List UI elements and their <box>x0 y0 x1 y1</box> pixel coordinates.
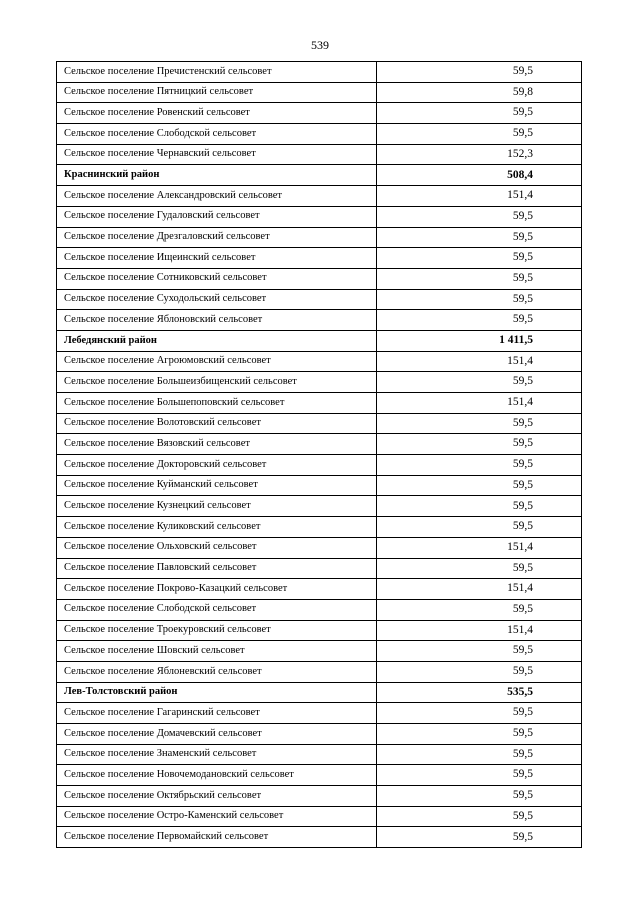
table-row <box>57 248 582 269</box>
table-body <box>57 62 582 848</box>
table-row <box>57 827 582 848</box>
settlement-name: Сельское поселение Докторовский сельсовет <box>57 455 377 476</box>
district-total: 535,5 <box>377 682 582 703</box>
table-row <box>57 517 582 538</box>
amount-value: 151,4 <box>377 351 582 372</box>
table-row <box>57 455 582 476</box>
amount-value: 59,5 <box>377 124 582 145</box>
settlement-name: Сельское поселение Вязовский сельсовет <box>57 434 377 455</box>
settlement-name: Сельское поселение Домачевский сельсовет <box>57 724 377 745</box>
settlement-name: Сельское поселение Ольховский сельсовет <box>57 537 377 558</box>
table-row <box>57 475 582 496</box>
settlement-name: Сельское поселение Остро-Каменский сельсовет <box>57 806 377 827</box>
settlement-name: Сельское поселение Гагаринский сельсовет <box>57 703 377 724</box>
table-row <box>57 103 582 124</box>
amount-value: 59,5 <box>377 827 582 848</box>
table-row <box>57 724 582 745</box>
settlement-name: Сельское поселение Шовский сельсовет <box>57 641 377 662</box>
amount-value: 59,5 <box>377 806 582 827</box>
table-row <box>57 641 582 662</box>
district-total: 508,4 <box>377 165 582 186</box>
settlement-name: Сельское поселение Дрезгаловский сельсовет <box>57 227 377 248</box>
table-row <box>57 558 582 579</box>
table-row <box>57 661 582 682</box>
table-row <box>57 310 582 331</box>
amount-value: 151,4 <box>377 620 582 641</box>
amount-value: 151,4 <box>377 579 582 600</box>
table-row <box>57 144 582 165</box>
table-row <box>57 62 582 83</box>
settlement-name: Сельское поселение Знаменский сельсовет <box>57 744 377 765</box>
table-row <box>57 227 582 248</box>
settlement-name: Сельское поселение Новочемодановский сельсовет <box>57 765 377 786</box>
settlement-name: Сельское поселение Суходольский сельсовет <box>57 289 377 310</box>
settlement-name: Сельское поселение Покрово-Казацкий сельсовет <box>57 579 377 600</box>
table-row <box>57 289 582 310</box>
settlement-name: Сельское поселение Октябрьский сельсовет <box>57 786 377 807</box>
settlement-name: Сельское поселение Первомайский сельсовет <box>57 827 377 848</box>
amount-value: 59,5 <box>377 475 582 496</box>
settlement-name: Сельское поселение Пречистенский сельсовет <box>57 62 377 83</box>
settlement-name: Сельское поселение Ищеинский сельсовет <box>57 248 377 269</box>
district-row <box>57 330 582 351</box>
table-row <box>57 496 582 517</box>
amount-value: 59,5 <box>377 268 582 289</box>
table-row <box>57 186 582 207</box>
table-row <box>57 82 582 103</box>
settlement-name: Сельское поселение Куликовский сельсовет <box>57 517 377 538</box>
table-row <box>57 744 582 765</box>
settlement-name: Сельское поселение Волотовский сельсовет <box>57 413 377 434</box>
table-row <box>57 434 582 455</box>
amount-value: 59,5 <box>377 289 582 310</box>
district-row <box>57 682 582 703</box>
amount-value: 59,5 <box>377 558 582 579</box>
settlement-name: Сельское поселение Ровенский сельсовет <box>57 103 377 124</box>
district-row <box>57 165 582 186</box>
amount-value: 151,4 <box>377 393 582 414</box>
amount-value: 59,5 <box>377 724 582 745</box>
district-name: Краснинский район <box>57 165 377 186</box>
amount-value: 59,5 <box>377 517 582 538</box>
amount-value: 151,4 <box>377 537 582 558</box>
amount-value: 59,5 <box>377 62 582 83</box>
amount-value: 59,5 <box>377 641 582 662</box>
amount-value: 59,5 <box>377 206 582 227</box>
table-row <box>57 372 582 393</box>
district-name: Лев-Толстовский район <box>57 682 377 703</box>
settlement-name: Сельское поселение Александровский сельсовет <box>57 186 377 207</box>
amount-value: 59,5 <box>377 765 582 786</box>
settlement-name: Сельское поселение Большеизбищенский сельсовет <box>57 372 377 393</box>
settlement-name: Сельское поселение Яблоновский сельсовет <box>57 310 377 331</box>
settlement-name: Сельское поселение Слободской сельсовет <box>57 124 377 145</box>
budget-table <box>56 61 582 848</box>
table-row <box>57 124 582 145</box>
settlement-name: Сельское поселение Павловский сельсовет <box>57 558 377 579</box>
amount-value: 59,5 <box>377 103 582 124</box>
amount-value: 59,5 <box>377 248 582 269</box>
amount-value: 59,5 <box>377 434 582 455</box>
amount-value: 59,5 <box>377 703 582 724</box>
settlement-name: Сельское поселение Сотниковский сельсовет <box>57 268 377 289</box>
table-row <box>57 786 582 807</box>
settlement-name: Сельское поселение Кузнецкий сельсовет <box>57 496 377 517</box>
amount-value: 59,5 <box>377 413 582 434</box>
amount-value: 59,5 <box>377 496 582 517</box>
table-row <box>57 537 582 558</box>
settlement-name: Сельское поселение Куйманский сельсовет <box>57 475 377 496</box>
amount-value: 59,5 <box>377 227 582 248</box>
settlement-name: Сельское поселение Яблоневский сельсовет <box>57 661 377 682</box>
amount-value: 59,5 <box>377 661 582 682</box>
amount-value: 59,5 <box>377 599 582 620</box>
district-total: 1 411,5 <box>377 330 582 351</box>
table-row <box>57 268 582 289</box>
page-number: 539 <box>311 38 329 52</box>
amount-value: 59,8 <box>377 82 582 103</box>
amount-value: 59,5 <box>377 786 582 807</box>
settlement-name: Сельское поселение Гудаловский сельсовет <box>57 206 377 227</box>
amount-value: 151,4 <box>377 186 582 207</box>
table-row <box>57 599 582 620</box>
settlement-name: Сельское поселение Слободской сельсовет <box>57 599 377 620</box>
amount-value: 59,5 <box>377 744 582 765</box>
settlement-name: Сельское поселение Пятницкий сельсовет <box>57 82 377 103</box>
settlement-name: Сельское поселение Агроюмовский сельсовет <box>57 351 377 372</box>
table-row <box>57 620 582 641</box>
settlement-name: Сельское поселение Чернавский сельсовет <box>57 144 377 165</box>
table-row <box>57 765 582 786</box>
amount-value: 59,5 <box>377 310 582 331</box>
table-row <box>57 806 582 827</box>
amount-value: 59,5 <box>377 372 582 393</box>
amount-value: 152,3 <box>377 144 582 165</box>
table-row <box>57 206 582 227</box>
district-name: Лебедянский район <box>57 330 377 351</box>
table-row <box>57 351 582 372</box>
table-row <box>57 703 582 724</box>
settlement-name: Сельское поселение Большепоповский сельсовет <box>57 393 377 414</box>
table-row <box>57 579 582 600</box>
table-row <box>57 393 582 414</box>
settlement-name: Сельское поселение Троекуровский сельсовет <box>57 620 377 641</box>
table-row <box>57 413 582 434</box>
amount-value: 59,5 <box>377 455 582 476</box>
